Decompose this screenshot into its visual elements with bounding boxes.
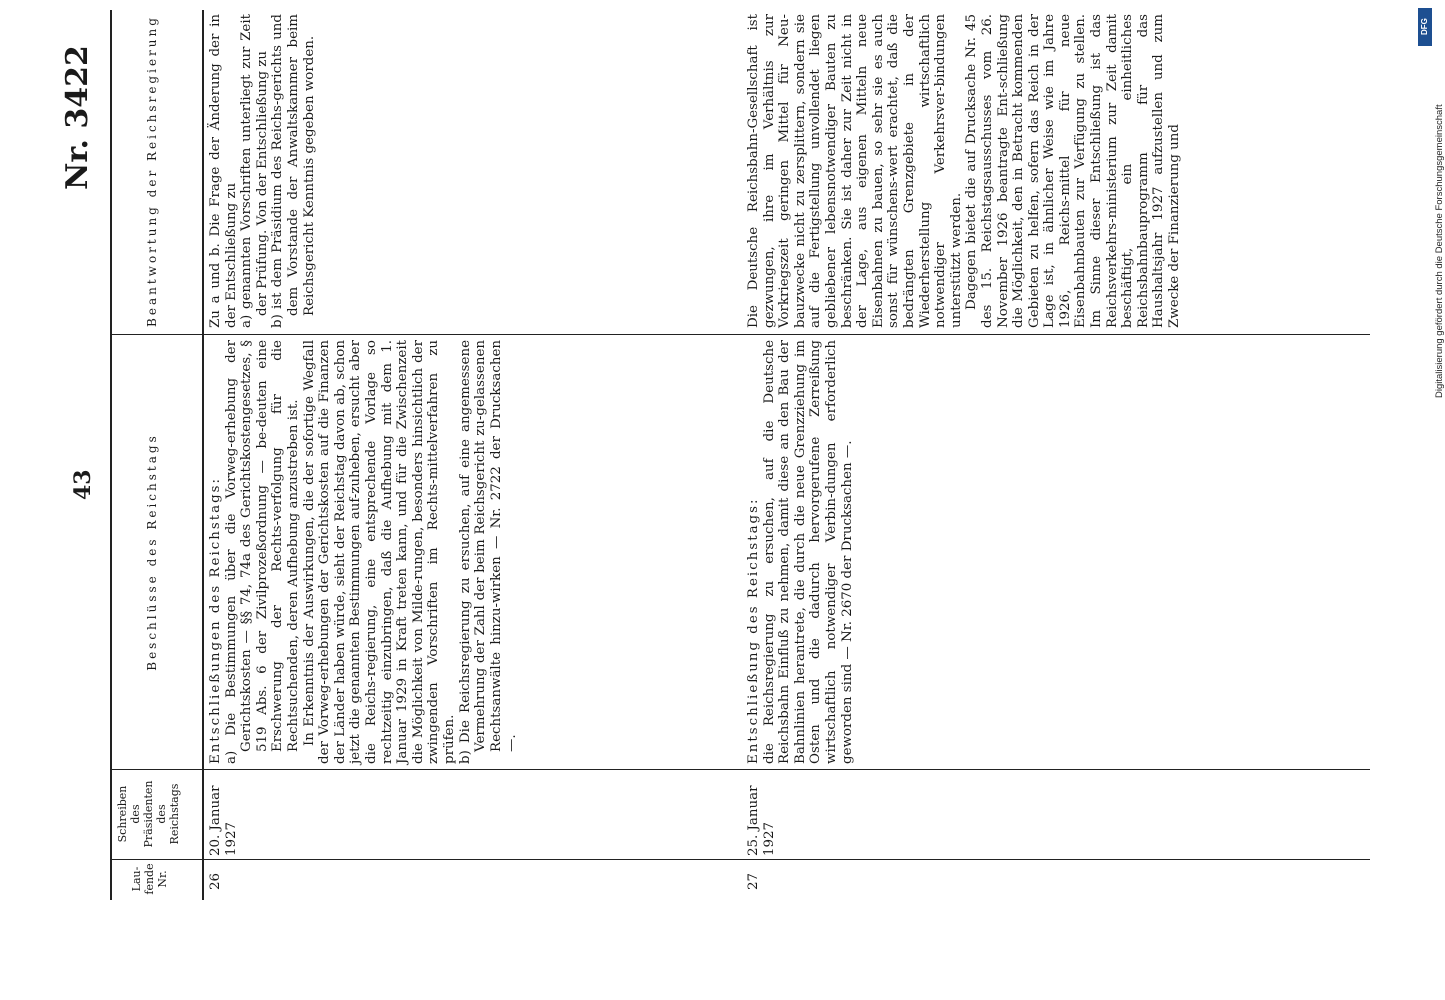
row-26-item-a: a) Die Bestimmungen über die Vorweg-erhebung der Gerichtskosten — §§ 74, 74a des Gerichtskostengesetzes, § 519 Abs. 6 der Zivilprozeßordnung — be-deuten eine Erschwerung der Rechts-verfolgung für die Rechtsuchenden, deren Aufhebung anzustreben ist. bbox=[223, 340, 301, 764]
row-27-nr: 27 bbox=[746, 872, 761, 890]
row-26-nr: 26 bbox=[208, 872, 223, 890]
row-27-antwort-p2: Dagegen bietet die auf Drucksache Nr. 45 des 15. Reichstagsausschusses vom 26. November 1926 beantragte Ent-schließung die Möglichkeit, den in Betracht kommenden Gebieten zu helfen, sofern das Reich in der Lage ist, in ähnlicher Weise wie im Jahre 1926, Reichs-mittel für neue Eisenbahnbauten zur Verfügung zu stellen. Im Sinne dieser Entschließung ist das Reichsverkehrs-ministerium zur Zeit damit beschäftigt, ein einheitliches Reichsbahnbauprogramm für das Haushaltsjahr 1927 aufzustellen und zum Zwecke der Finanzierung und bbox=[964, 14, 1183, 328]
row-26-item-b: b) Die Reichsregierung zu ersuchen, auf eine angemessene Vermehrung der Zahl der beim Reichsgericht zu-gelassenen Rechtsanwälte hinzu-wirken — Nr. 2722 der Drucksachen —. bbox=[457, 340, 520, 764]
col-rule-3 bbox=[110, 334, 1370, 335]
col-header-nr: Lau- fende Nr. bbox=[130, 863, 169, 895]
row-26-beschluss-title: Entschließungen des Reichstags: bbox=[208, 476, 223, 764]
col-header-beantwortung: Beantwortung der Reichsregierung bbox=[145, 15, 159, 327]
row-26-antwort bbox=[208, 14, 317, 328]
row-26-beschluss bbox=[208, 340, 520, 764]
col-header-beschluesse: Beschlüsse des Reichstags bbox=[145, 433, 159, 671]
row-27-antwort bbox=[746, 14, 1183, 328]
dfg-funding-text: Digitalisierung gefördert durch die Deutsche Forschungsgemeinschaft bbox=[1434, 104, 1445, 398]
row-27-item: die Reichsregierung zu ersuchen, auf die Deutsche Reichsbahn Einfluß zu nehmen, damit diese an den Bau der Bahnlinien herantrete, die durch die neue Grenzziehung im Osten und die dadurch hervorgerufene Zerreißung wirtschaftlich notwendiger Verbin-dungen erforderlich geworden sind — Nr. 2670 der Drucksachen —. bbox=[761, 340, 855, 764]
document-number: Nr. 3422 bbox=[60, 45, 95, 190]
table-top-rule bbox=[110, 10, 112, 900]
row-26-date: 20. Januar 1927 bbox=[208, 785, 239, 856]
row-27-beschluss bbox=[746, 340, 855, 764]
dfg-logo: DFG bbox=[1418, 8, 1432, 46]
row-27-beschluss-title: Entschließung des Reichstags: bbox=[746, 497, 761, 764]
col-rule-1 bbox=[110, 859, 1370, 860]
col-rule-2 bbox=[110, 769, 1370, 770]
col-header-schreiben: Schreiben des Präsidenten des Reichstags bbox=[116, 780, 181, 848]
row-27-date: 25. Januar 1927 bbox=[746, 785, 777, 856]
row-26-antwort-b: b) ist dem Präsidium des Reichs-gerichts und dem Vorstande der Anwaltskammer beim Reichsgericht Kenntnis gegeben worden. bbox=[270, 14, 317, 328]
row-26-antwort-intro: Zu a und b. Die Frage der Änderung der in der Entschließung zu bbox=[208, 14, 239, 328]
dfg-funding-mark bbox=[1416, 8, 1445, 398]
header-bottom-rule bbox=[202, 10, 204, 900]
page-number: 43 bbox=[70, 469, 96, 500]
row-26-antwort-a: a) genannten Vorschriften unterliegt zur Zeit der Prüfung. Von der Entschließung zu bbox=[239, 14, 270, 328]
row-27-antwort-p1: Die Deutsche Reichsbahn-Gesellschaft ist gezwungen, ihre im Verhältnis zur Vorkriegszeit geringen Mittel für Neu-bauzwecke nicht zu zersplittern, sondern sie auf die Fertigstellung unvollendet liegen gebliebener lebensnotwendiger Bauten zu beschränken. Sie ist daher zur Zeit nicht in der Lage, aus eigenen Mitteln neue Eisenbahnen zu bauen, so sehr sie es auch sonst für wünschens-wert erachtet, daß die bedrängten Grenzgebiete in der Wiederherstellung wirtschaftlich notwendiger Verkehrsver-bindungen unterstützt werden. bbox=[746, 14, 964, 328]
row-26-item-a-cont: In Erkenntnis der Auswirkungen, die der sofortige Wegfall der Vorweg-erhebungen der Gerichtskosten auf die Finanzen der Länder haben würde, sieht der Reichstag davon ab, schon jetzt die genannten Bestimmungen auf-zuheben, ersucht aber die Reichs-regierung, eine entsprechende Vorlage so rechtzeitig einzubringen, daß die Aufhebung mit dem 1. Januar 1929 in Kraft treten kann, und für die Zwischenzeit die Möglichkeit von Milde-rungen, besonders hinsichtlich der zwingenden Vorschriften im Rechts-mittelverfahren zu prüfen. bbox=[301, 340, 457, 764]
